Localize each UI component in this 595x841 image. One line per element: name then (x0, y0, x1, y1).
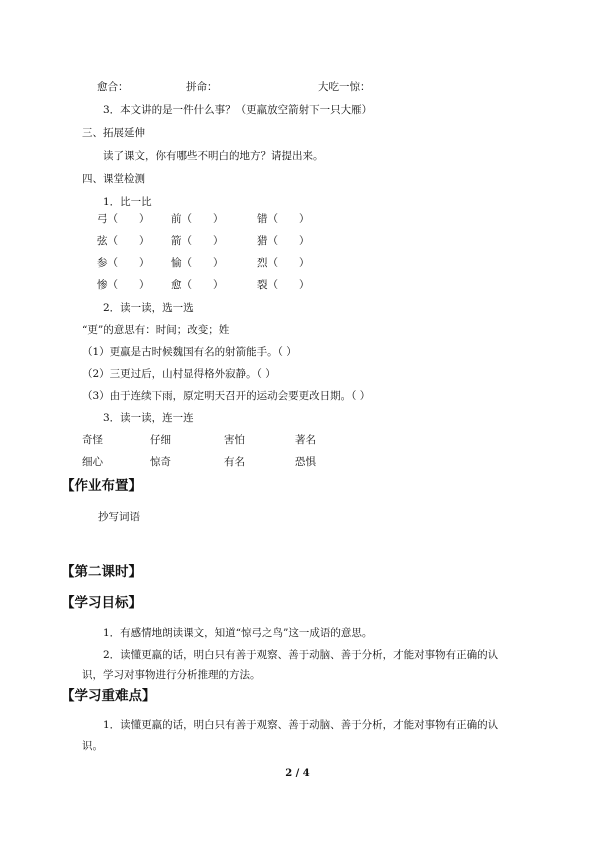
match-word: 有名 (224, 456, 245, 468)
match-word: 恐惧 (295, 456, 316, 468)
homework-heading: 【作业布置】 (61, 478, 142, 494)
section-3-body: 读了课文，你有哪些不明白的地方？请提出来。 (103, 150, 324, 162)
match-word: 奇怪 (82, 434, 103, 446)
goal-2-line-2: 识，学习对事物进行分析推理的方法。 (82, 669, 261, 681)
compare-cell: 烈（ ） (257, 257, 310, 269)
section-4-heading: 四、课堂检测 (82, 173, 145, 185)
goals-heading: 【学习目标】 (61, 595, 142, 611)
compare-cell: 前（ ） (171, 213, 224, 225)
question-3: 3．本文讲的是一件什么事？（更羸放空箭射下一只大雁） (103, 104, 373, 116)
compare-cell: 愉（ ） (171, 257, 224, 269)
geng-meaning: “更”的意思有：时间；改变；姓 (82, 324, 230, 336)
compare-cell: 弦（ ） (97, 235, 150, 247)
option-1: （1）更羸是古时候魏国有名的射箭能手。（ ） (82, 346, 297, 358)
exercise-3-title: 3．读一读，连一连 (103, 412, 194, 424)
key-points-heading: 【学习重难点】 (61, 688, 156, 704)
compare-cell: 错（ ） (257, 213, 310, 225)
match-word: 仔细 (150, 434, 171, 446)
page-number: 2 / 4 (285, 768, 310, 779)
compare-cell: 弓（ ） (97, 213, 150, 225)
exercise-2-title: 2．读一读，选一选 (103, 302, 194, 314)
match-word: 害怕 (224, 434, 245, 446)
vocab-pinming: 拼命： (186, 81, 218, 93)
key-point-1-line-1: 1．读懂更羸的话，明白只有善于观察、善于动脑、善于分析，才能对事物有正确的认 (103, 719, 499, 731)
match-word: 细心 (82, 456, 103, 468)
lesson-2-heading: 【第二课时】 (61, 564, 142, 580)
compare-cell: 裂（ ） (257, 279, 310, 291)
exercise-1-title: 1．比一比 (103, 196, 152, 208)
compare-cell: 猎（ ） (257, 235, 310, 247)
match-word: 惊奇 (150, 456, 171, 468)
match-word: 著名 (295, 434, 316, 446)
goal-1: 1．有感情地朗读课文，知道“惊弓之鸟”这一成语的意思。 (103, 627, 373, 639)
compare-cell: 箭（ ） (171, 235, 224, 247)
option-2: （2）三更过后，山村显得格外寂静。（ ） (82, 368, 276, 380)
compare-cell: 愈（ ） (171, 279, 224, 291)
goal-2-line-1: 2．读懂更羸的话，明白只有善于观察、善于动脑、善于分析，才能对事物有正确的认 (103, 649, 499, 661)
key-point-1-line-2: 识。 (82, 740, 103, 752)
compare-cell: 惨（ ） (97, 279, 150, 291)
compare-cell: 参（ ） (97, 257, 150, 269)
option-3: （3）由于连续下雨，原定明天召开的运动会要更改日期。（ ） (82, 390, 371, 402)
vocab-yuhe: 愈合： (97, 81, 129, 93)
section-3-heading: 三、拓展延伸 (82, 127, 145, 139)
homework-body: 抄写词语 (98, 511, 140, 523)
vocab-dachiyijing: 大吃一惊： (318, 81, 371, 93)
